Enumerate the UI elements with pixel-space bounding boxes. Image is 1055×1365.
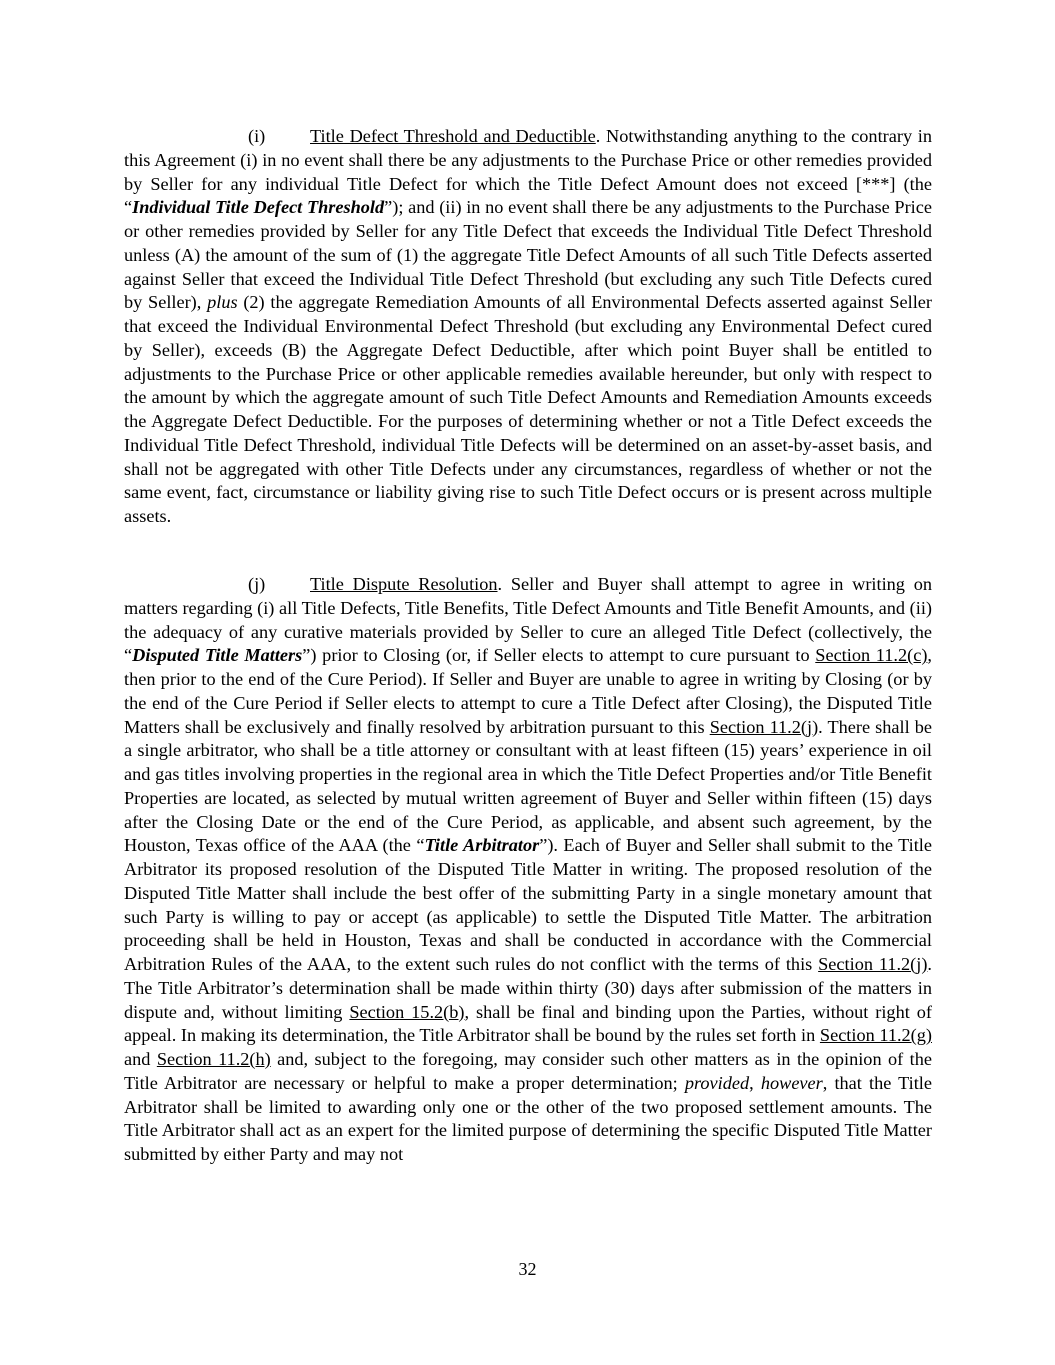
paragraph-text: and, subject to the foregoing, may consider such other matters as in the opinion of the Title Arbitrator are necessary or helpful to make a proper determination; (124, 1049, 933, 1093)
section-reference-11-2-j: Section 11.2(j) (709, 716, 819, 737)
paragraph-text: . Seller and Buyer shall attempt to agree in writing on matters regarding (i) all Title Defects, Title Benefits, Title Defect Amounts and Title Benefit Amounts, and (ii) the adequacy of any curative materials provided by Seller to cure an alleged Title Defect (collectively, the “ (124, 574, 932, 666)
italic-however: however (760, 1072, 823, 1093)
paragraph-text: , then prior to the end of the Cure Period). If Seller and Buyer are unable to agree in writing by Closing (or by the end of the Cure Period if Seller elects to attempt to cure a Title Defect after Closing), the Disputed Title Matters shall be exclusively and finally resolved by arbitration pursuant to this (124, 645, 932, 737)
section-reference-11-2-c: Section 11.2(c) (815, 645, 928, 666)
paragraph-text: , (749, 1072, 761, 1093)
paragraph-text: . The Title Arbitrator’s determination shall be made within thirty (30) days after submission of the matters in dispute and, without limiting (124, 954, 932, 1022)
paragraph-title-defect-threshold (124, 125, 932, 529)
defined-term-disputed-title-matters: Disputed Title Matters (132, 645, 303, 666)
paragraph-text: ”) prior to Closing (or, if Seller elects to attempt to cure pursuant to (302, 645, 816, 666)
section-marker-j: (j) (248, 574, 266, 594)
section-reference-11-2-h: Section 11.2(h) (156, 1049, 271, 1069)
paragraph-text: (2) the aggregate Remediation Amounts of all Environmental Defects asserted against Seller that exceed the Individual Environmental Defect Threshold (but excluding any Environmental Defect cured by Seller), exceeds (B) the Aggregate Defect Deductible, after which point Buyer shall be entitled to adjustments to the Purchase Price or other applicable remedies available hereunder, but only with respect to the amount by which the aggregate amount of such Title Defect Amounts and Remediation Amounts exceeds the Aggregate Defect Deductible. For the purposes of determining whether or not a Title Defect exceeds the Individual Title Defect Threshold, individual Title Defects will be determined on an asset-by-asset basis, and shall not be aggregated with other Title Defects under any circumstances, regardless of whether or not the same event, fact, circumstance or liability giving rise to such Title Defect occurs or is present across multiple assets. (124, 292, 932, 526)
defined-term-individual-title-defect-threshold: Individual Title Defect Threshold (132, 197, 385, 218)
section-heading-title-defect-threshold: Title Defect Threshold and Deductible (310, 126, 596, 146)
section-reference-15-2-b: Section 15.2(b) (349, 1001, 465, 1022)
section-reference-11-2-g: Section 11.2(g) (819, 1025, 932, 1046)
section-reference-11-2-j: Section 11.2(j) (818, 954, 928, 974)
defined-term-title-arbitrator: Title Arbitrator (424, 835, 540, 856)
italic-plus: plus (207, 292, 238, 313)
paragraph-title-dispute-resolution (124, 573, 932, 1167)
paragraph-text: , that the Title Arbitrator shall be limited to awarding only one or the other of the two proposed settlement amounts. The Title Arbitrator shall act as an expert for the limited purpose of determining the specific Disputed Title Matter submitted by either Party and may not (124, 1072, 932, 1164)
paragraph-text: ”). Each of Buyer and Seller shall submit to the Title Arbitrator its proposed resolution of the Disputed Title Matter in writing. The proposed resolution of the Disputed Title Matter shall include the best offer of the submitting Party in a single monetary amount that such Party is willing to pay or accept (as applicable) to settle the Disputed Title Matter. The arbitration proceeding shall be held in Houston, Texas and shall be conducted in accordance with the Commercial Arbitration Rules of the AAA, to the extent such rules do not conflict with the terms of this (124, 835, 932, 974)
paragraph-text: ”); and (ii) in no event shall there be any adjustments to the Purchase Price or other remedies provided by Seller for any Title Defect that exceeds the Individual Title Defect Threshold unless (A) the amount of the sum of (1) the aggregate Title Defect Amounts of all such Title Defects asserted against Seller that exceed the Individual Title Defect Threshold (but excluding any such Title Defects cured by Seller), (124, 197, 932, 313)
paragraph-text: and (124, 1049, 157, 1069)
section-heading-title-dispute-resolution: Title Dispute Resolution (310, 574, 498, 594)
paragraph-text: , shall be final and binding upon the Parties, without right of appeal. In making its determination, the Title Arbitrator shall be bound by the rules set forth in (124, 1001, 932, 1046)
paragraph-text: . Notwithstanding anything to the contrary in this Agreement (i) in no event shall there be any adjustments to the Purchase Price or other remedies provided by Seller for any individual Title Defect for which the Title Defect Amount does not exceed [***] (the “ (124, 126, 932, 218)
italic-provided: provided (684, 1072, 750, 1093)
page-number: 32 (518, 1259, 537, 1279)
section-marker-i: (i) (248, 126, 266, 146)
paragraph-text: . There shall be a single arbitrator, who shall be a title attorney or consultant with at least fifteen (15) years’ experience in oil and gas titles involving properties in the regional area in which the Title Defect Properties and/or Title Benefit Properties are located, as selected by mutual written agreement of Buyer and Seller within fifteen (15) days after the Closing Date or the end of the Cure Period, as applicable, and absent such agreement, by the Houston, Texas office of the AAA (the “ (124, 716, 932, 856)
